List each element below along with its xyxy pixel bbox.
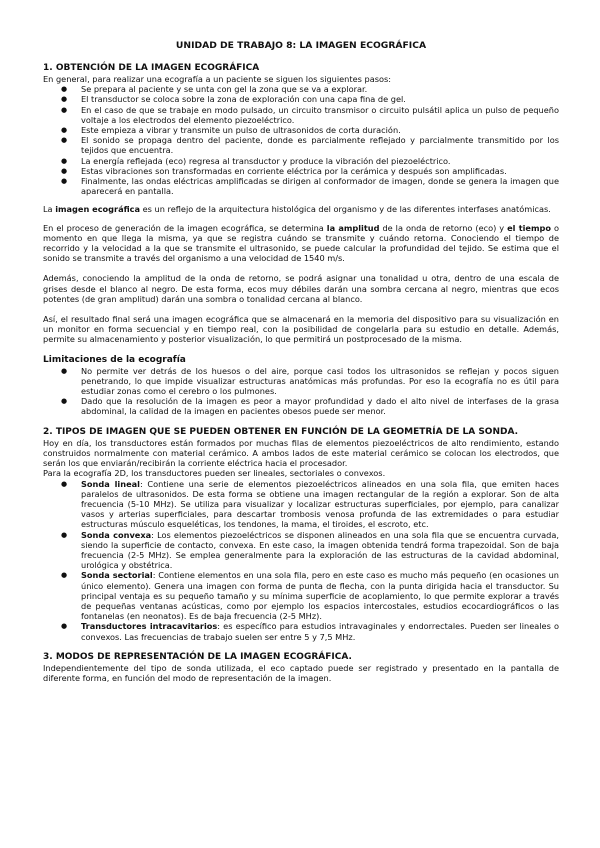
list-item: ● El sonido se propaga dentro del paciente, donde es parcialmente reflejado y parcialmente transmitido por los tejidos que encuentra. <box>81 135 559 155</box>
section-3-heading: 3. MODOS DE REPRESENTACIÓN DE LA IMAGEN ECOGRÁFICA. <box>43 651 352 662</box>
list-item: ● Finalmente, las ondas eléctricas amplificadas se dirigen al conformador de imagen, donde se genera la imagen que aparecerá en pantalla. <box>81 176 559 196</box>
paragraph-modos: Independientemente del tipo de sonda utilizada, el eco captado puede ser registrado y presentado en la pantalla de diferente forma, en función del modo de representación de la imagen. <box>43 662 559 683</box>
paragraph-imagen-ecografica: La imagen ecográfica es un reflejo de la arquitectura histológica del organismo y de las diferentes interfases anatómicas. <box>43 204 551 215</box>
limitations-list <box>43 366 559 417</box>
list-item: ● Sonda lineal: Contiene una serie de elementos piezoeléctricos alineados en una sola fila, que emiten haces paralelos de ultrasonidos. De esta forma se obtiene una imagen rectangular de la región a explorar. Son de alta frecuencia (5-10 MHz). Se utiliza para visualizar y localizar estructuras superficiales, por ejemplo, para canalizar vasos y arterias superficiales, para descartar trombosis venosa profunda de las extremidades o para estudiar estructuras músculo esqueléticas, los tendones, la mama, el tiroides, el escroto, etc. <box>81 479 559 530</box>
list-item: ● No permite ver detrás de los huesos o del aire, porque casi todos los ultrasonidos se reflejan y pocos siguen penetrando, lo que impide visualizar estructuras anatómicas más profundas. Por eso la ecografía no es útil para estudiar zonas como el cerebro o los pulmones. <box>81 366 559 397</box>
paragraph-amplitud-tiempo: En el proceso de generación de la imagen ecográfica, se determina la amplitud de la onda de retorno (eco) y el tiempo o momento en que llega la misma, ya que se registra cuándo se transmite y cuándo retorna. Conociendo el tiempo de recorrido y la velocidad a la que se transmite el ultrasonido, se puede calcular la profundidad del tejido. Se estima que el sonido se transmite a través del organismo a una velocidad de 1540 m/s. <box>43 222 559 264</box>
paragraph-ecografia-2d: Para la ecografía 2D, los transductores pueden ser lineales, sectoriales o convexos. <box>43 468 386 479</box>
list-item: ● En el caso de que se trabaje en modo pulsado, un circuito transmisor o circuito pulsátil aplica un pulso de pequeño voltaje a los electrodos del elemento piezoeléctrico. <box>81 105 559 125</box>
section-1-intro: En general, para realizar una ecografía a un paciente se siguen los siguientes pasos: <box>43 74 392 84</box>
paragraph-transductores: Hoy en día, los transductores están formados por muchas filas de elementos piezoeléctricos de alto rendimiento, estando construidos normalmente con material cerámico. A ambos lados de este material cerámico se colocan los electrodos, que serán los que enviarán/recibirán la corriente eléctrica hacia el procesador. <box>43 437 559 469</box>
list-item: ● La energía reflejada (eco) regresa al transductor y produce la vibración del piezoeléctrico. <box>81 156 559 166</box>
section-2-heading: 2. TIPOS DE IMAGEN QUE SE PUEDEN OBTENER EN FUNCIÓN DE LA GEOMETRÍA DE LA SONDA. <box>43 426 519 437</box>
paragraph-resultado-final: Así, el resultado final será una imagen ecográfica que se almacenará en la memoria del dispositivo para su visualización en un monitor en forma secuencial y en tiempo real, con la posibilidad de congelarla para su estudio en detalle. Además, permite su almacenamiento y posterior visualización, lo que permitirá un postprocesado de la misma. <box>43 314 559 345</box>
paragraph-escala-grises: Además, conociendo la amplitud de la onda de retorno, se podrá asignar una tonalidad u otra, dentro de una escala de grises desde el blanco al negro. De esta forma, ecos muy débiles darán una sombra cercana al negro, mientras que ecos potentes (de gran amplitud) darán una sombra o tonalidad cercana al blanco. <box>43 273 559 304</box>
list-item: ● Estas vibraciones son transformadas en corriente eléctrica por la cerámica y después son amplificadas. <box>81 166 559 176</box>
list-item: ● Sonda sectorial: Contiene elementos en una sola fila, pero en este caso es mucho más pequeño (en ocasiones un único elemento). Genera una imagen con forma de punta de flecha, con la punta dirigida hacia el transductor. Su principal ventaja es su pequeño tamaño y su mínima superficie de acoplamiento, lo que permite explorar a través de pequeñas ventanas acústicas, como por ejemplo los espacios intercostales, estudios ecocardiográficos o las fontanelas (en neonatos). Es de baja frecuencia (2-5 MHz). <box>81 570 559 621</box>
steps-list <box>43 84 559 196</box>
document-page <box>43 40 559 683</box>
list-item: ● El transductor se coloca sobre la zona de exploración con una capa fina de gel. <box>81 94 559 104</box>
section-1-heading: 1. OBTENCIÓN DE LA IMAGEN ECOGRÁFICA <box>43 63 260 73</box>
list-item: ● Dado que la resolución de la imagen es peor a mayor profundidad y dado el alto nivel de interfases de la grasa abdominal, la calidad de la imagen en pacientes obesos puede ser menor. <box>81 396 559 416</box>
document-title: UNIDAD DE TRABAJO 8: LA IMAGEN ECOGRÁFICA <box>175 40 427 51</box>
list-item: ● Transductores intracavitarios: es específico para estudios intravaginales y endorrectales. Pueden ser lineales o convexos. Las frecuencias de trabajo suelen ser entre 5 y 7,5 MHz. <box>81 621 559 641</box>
list-item: ● Se prepara al paciente y se unta con gel la zona que se va a explorar. <box>81 84 559 94</box>
limitations-heading: Limitaciones de la ecografía <box>43 354 186 365</box>
list-item: ● Este empieza a vibrar y transmite un pulso de ultrasonidos de corta duración. <box>81 125 559 135</box>
list-item: ● Sonda convexa: Los elementos piezoeléctricos se disponen alineados en una sola fila que se encuentra curvada, siendo la superficie de contacto, convexa. En este caso, la imagen obtenida tendrá forma trapezoidal. Son de baja frecuencia (2-5 MHz). Se emplea generalmente para la exploración de las estructuras de la cavidad abdominal, urológica y obstétrica. <box>81 530 559 571</box>
probe-types-list <box>43 479 559 642</box>
